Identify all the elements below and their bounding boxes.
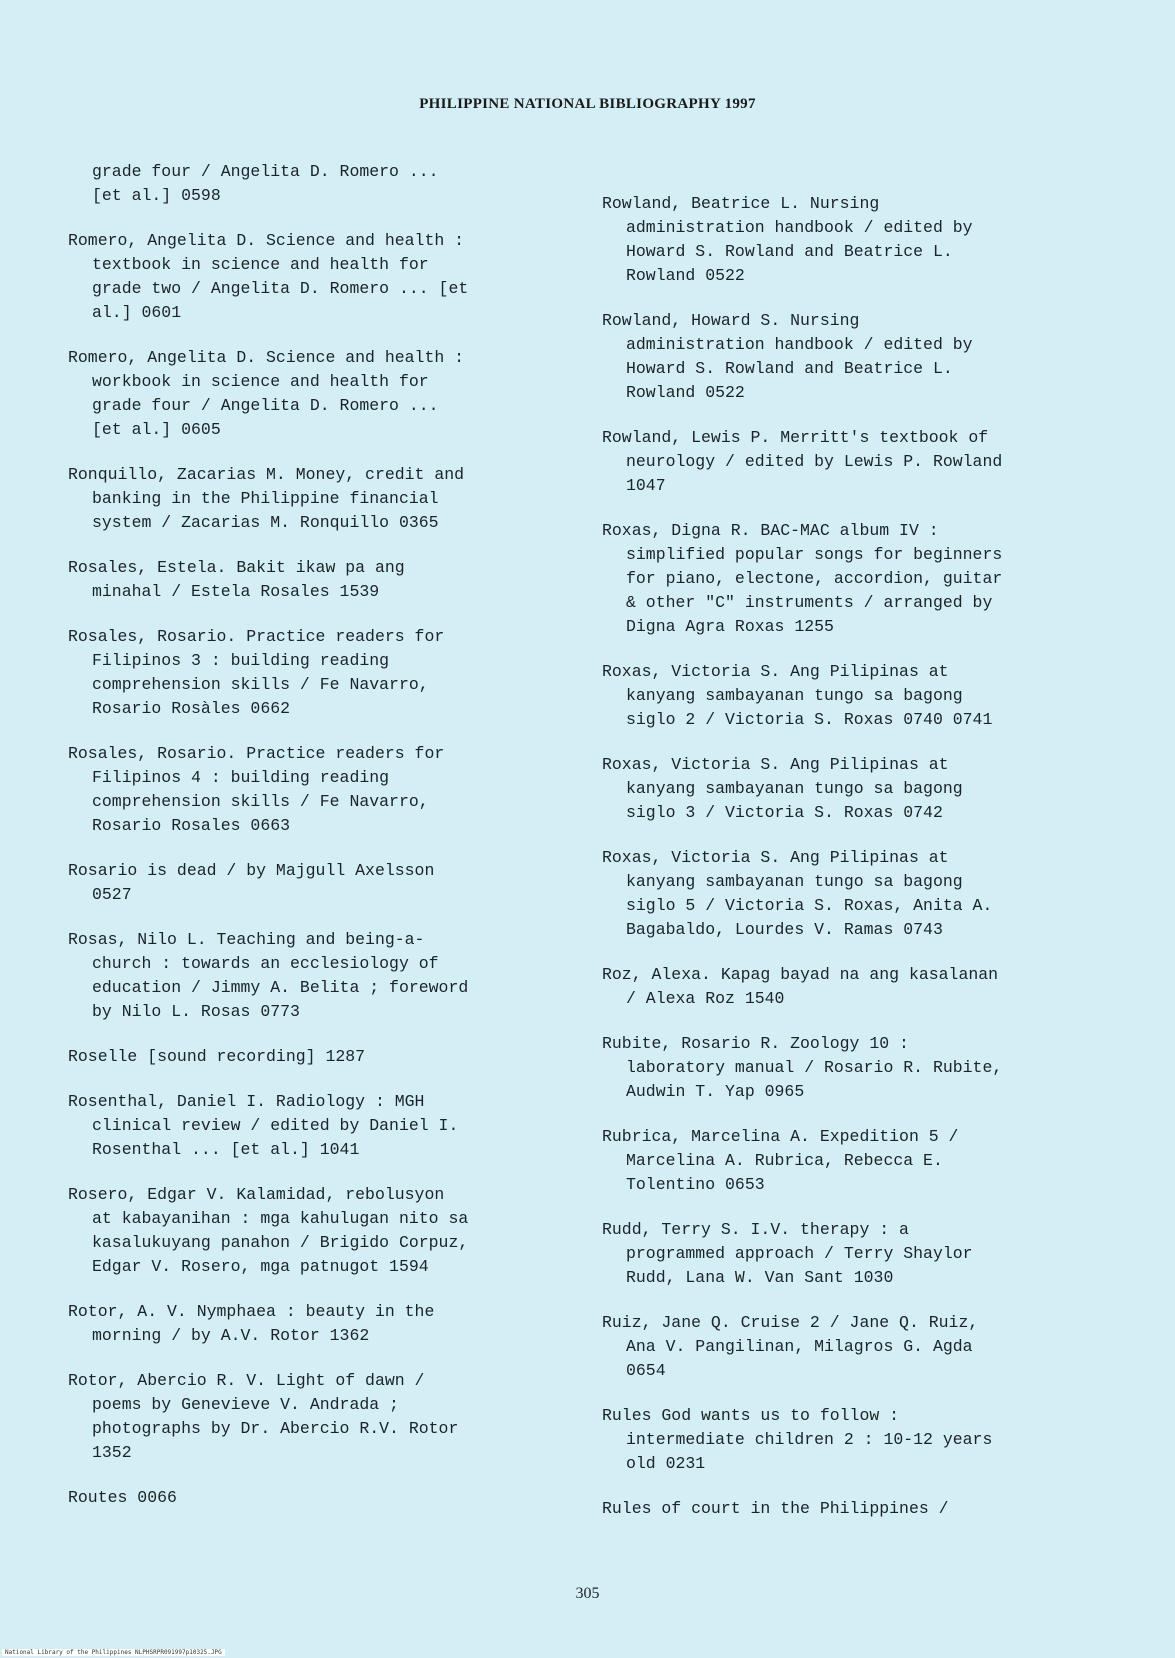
bibliography-entry: Rubrica, Marcelina A. Expedition 5 / Marcelina A. Rubrica, Rebecca E. Tolentino 0653 [602, 1127, 959, 1194]
bibliography-entry: Roxas, Victoria S. Ang Pilipinas at kanyang sambayanan tungo sa bagong siglo 3 / Victoria S. Roxas 0742 [602, 755, 963, 822]
bibliography-entry: Rosario is dead / by Majgull Axelsson 0527 [68, 861, 435, 904]
scan-source-caption: National Library of the Philippines NLPHSRPR091997p10325.JPG [2, 1649, 225, 1656]
bibliography-entry: Roxas, Victoria S. Ang Pilipinas at kanyang sambayanan tungo sa bagong siglo 5 / Victoria S. Roxas, Anita A. Bagabaldo, Lourdes V. Ramas 0743 [602, 848, 993, 939]
bibliography-entry: Rudd, Terry S. I.V. therapy : a programmed approach / Terry Shaylor Rudd, Lana W. Van Sant 1030 [602, 1220, 973, 1287]
bibliography-entry: Roxas, Digna R. BAC-MAC album IV : simplified popular songs for beginners for piano, electone, accordion, guitar & other "C" instruments / arranged by Digna Agra Roxas 1255 [602, 521, 1003, 636]
bibliography-entry: Rosales, Rosario. Practice readers for Filipinos 3 : building reading comprehension skills / Fe Navarro, Rosario Rosàles 0662 [68, 627, 445, 718]
bibliography-entry: Rotor, Abercio R. V. Light of dawn / poems by Genevieve V. Andrada ; photographs by Dr. Abercio R.V. Rotor 1352 [68, 1371, 459, 1462]
bibliography-entry: Rosas, Nilo L. Teaching and being-a- church : towards an ecclesiology of education / Jimmy A. Belita ; foreword by Nilo L. Rosas 0773 [68, 930, 469, 1021]
bibliography-entry: Rules of court in the Philippines / [602, 1499, 949, 1518]
bibliography-entry: Romero, Angelita D. Science and health : textbook in science and health for grade two / Angelita D. Romero ... [et al.] 0601 [68, 231, 469, 322]
right-column [602, 192, 1092, 1542]
bibliography-entry: Romero, Angelita D. Science and health : workbook in science and health for grade four / Angelita D. Romero ... [et al.] 0605 [68, 348, 465, 439]
left-column [68, 160, 558, 1531]
bibliography-entry: grade four / Angelita D. Romero ... [et al.] 0598 [92, 162, 439, 205]
page-title: PHILIPPINE NATIONAL BIBLIOGRAPHY 1997 [419, 96, 756, 112]
bibliography-entry: Rosales, Rosario. Practice readers for Filipinos 4 : building reading comprehension skills / Fe Navarro, Rosario Rosales 0663 [68, 744, 445, 835]
bibliography-entry: Rowland, Howard S. Nursing administration handbook / edited by Howard S. Rowland and Beatrice L. Rowland 0522 [602, 311, 973, 402]
bibliography-entry: Roz, Alexa. Kapag bayad na ang kasalanan / Alexa Roz 1540 [602, 965, 999, 1008]
bibliography-entry: Roxas, Victoria S. Ang Pilipinas at kanyang sambayanan tungo sa bagong siglo 2 / Victoria S. Roxas 0740 0741 [602, 662, 993, 729]
bibliography-entry: Rosales, Estela. Bakit ikaw pa ang minahal / Estela Rosales 1539 [68, 558, 405, 601]
bibliography-entry: Ronquillo, Zacarias M. Money, credit and banking in the Philippine financial system / Zacarias M. Ronquillo 0365 [68, 465, 465, 532]
bibliography-entry: Roselle [sound recording] 1287 [68, 1047, 366, 1066]
bibliography-entry: Ruiz, Jane Q. Cruise 2 / Jane Q. Ruiz, Ana V. Pangilinan, Milagros G. Agda 0654 [602, 1313, 979, 1380]
bibliography-entry: Rowland, Lewis P. Merritt's textbook of neurology / edited by Lewis P. Rowland 1047 [602, 428, 1003, 495]
bibliography-entry: Rules God wants us to follow : intermediate children 2 : 10-12 years old 0231 [602, 1406, 993, 1473]
bibliography-entry: Rowland, Beatrice L. Nursing administration handbook / edited by Howard S. Rowland and Beatrice L. Rowland 0522 [602, 194, 973, 285]
bibliography-entry: Rosero, Edgar V. Kalamidad, rebolusyon at kabayanihan : mga kahulugan nito sa kasalukuyang panahon / Brigido Corpuz, Edgar V. Rosero, mga patnugot 1594 [68, 1185, 469, 1276]
bibliography-entry: Routes 0066 [68, 1488, 177, 1507]
bibliography-entry: Rotor, A. V. Nymphaea : beauty in the morning / by A.V. Rotor 1362 [68, 1302, 435, 1345]
page-number: 305 [575, 1585, 600, 1602]
bibliography-entry: Rosenthal, Daniel I. Radiology : MGH clinical review / edited by Daniel I. Rosenthal ... [et al.] 1041 [68, 1092, 459, 1159]
bibliography-entry: Rubite, Rosario R. Zoology 10 : laboratory manual / Rosario R. Rubite, Audwin T. Yap 0965 [602, 1034, 1003, 1101]
